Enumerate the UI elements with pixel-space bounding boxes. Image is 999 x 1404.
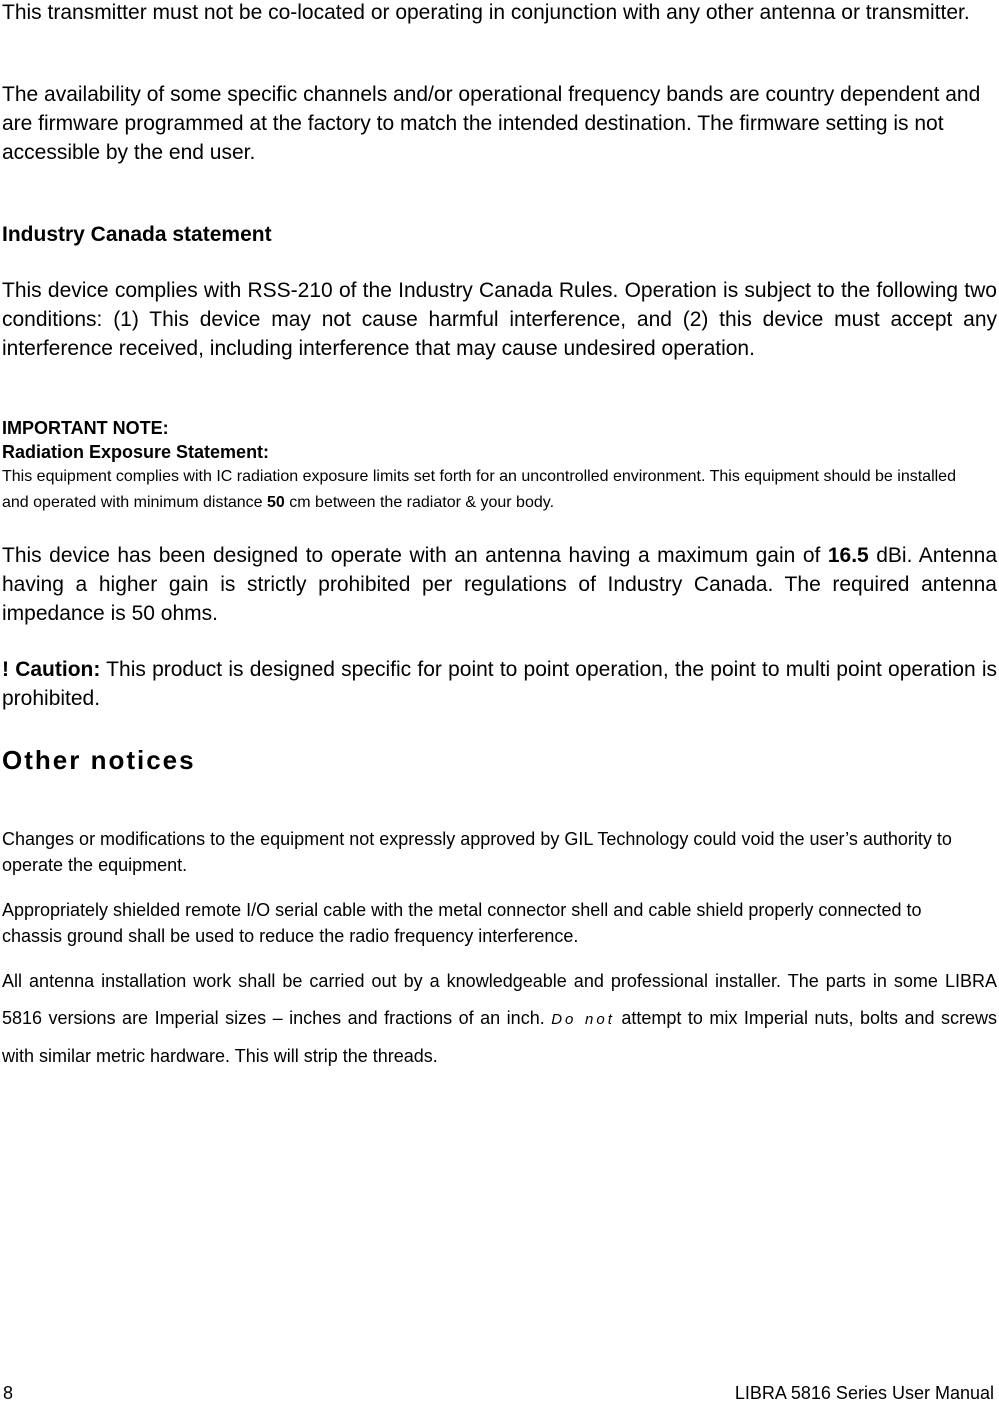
- antenna-gain-value: 16.5: [827, 544, 869, 567]
- colocation-paragraph: This transmitter must not be co-located or operating in conjunction with any other antenna or transmitter.: [2, 1, 970, 24]
- installation-paragraph: [2, 963, 997, 1075]
- manual-title: LIBRA 5816 Series User Manual: [734, 1383, 994, 1403]
- radiation-statement-text: [2, 464, 982, 516]
- antenna-gain-paragraph: [2, 541, 997, 628]
- changes-paragraph: Changes or modifications to the equipment not expressly approved by GIL Technology could void the user’s authority to operate the equipment.: [2, 829, 952, 875]
- radiation-text-b: cm between the radiator & your body.: [284, 494, 555, 511]
- important-note-label: IMPORTANT NOTE:: [2, 418, 169, 438]
- industry-canada-heading: Industry Canada statement: [2, 223, 272, 246]
- radiation-distance: 50: [267, 494, 285, 511]
- other-notices-heading: Other notices: [2, 745, 196, 775]
- radiation-text-a: This equipment complies with IC radiation exposure limits set forth for an uncontrolled environment. This equipment should be installed and operated with minimum distance: [2, 468, 956, 511]
- availability-paragraph: The availability of some specific channels and/or operational frequency bands are country dependent and are firmware programmed at the factory to match the intended destination. The firmware setting is not accessible by the end user.: [2, 83, 981, 164]
- antenna-text-a: This device has been designed to operate with an antenna having a maximum gain of: [2, 544, 828, 567]
- install-text-a: All antenna installation work shall be carried out by a knowledgeable and professional installer. The parts in some LIBRA 5816 versions are Imperial sizes – inches and fractions of an inch.: [2, 971, 997, 1028]
- antenna-text-b: dBi. Antenna having a higher gain is strictly prohibited per regulations of Industry Canada. The required antenna impedance is 50 ohms.: [2, 544, 998, 625]
- radiation-statement-heading: Radiation Exposure Statement:: [2, 442, 270, 462]
- rss-paragraph: This device complies with RSS-210 of the Industry Canada Rules. Operation is subject to the following two conditions: (1) This device may not cause harmful interference, and (2) this device must accept any interference received, including interference that may cause undesired operation.: [2, 279, 997, 360]
- shielded-cable-paragraph: Appropriately shielded remote I/O serial cable with the metal connector shell and cable shield properly connected to chassis ground shall be used to reduce the radio frequency interference.: [2, 900, 922, 946]
- page-number: 8: [3, 1383, 14, 1403]
- caution-text: This product is designed specific for point to point operation, the point to multi point operation is prohibited.: [2, 658, 997, 710]
- install-text-b: attempt to mix Imperial nuts, bolts and screws with similar metric hardware. This will strip the threads.: [2, 1008, 997, 1066]
- install-do-not: Do not: [551, 1011, 615, 1028]
- caution-paragraph: [2, 655, 997, 713]
- caution-label: ! Caution:: [2, 658, 101, 681]
